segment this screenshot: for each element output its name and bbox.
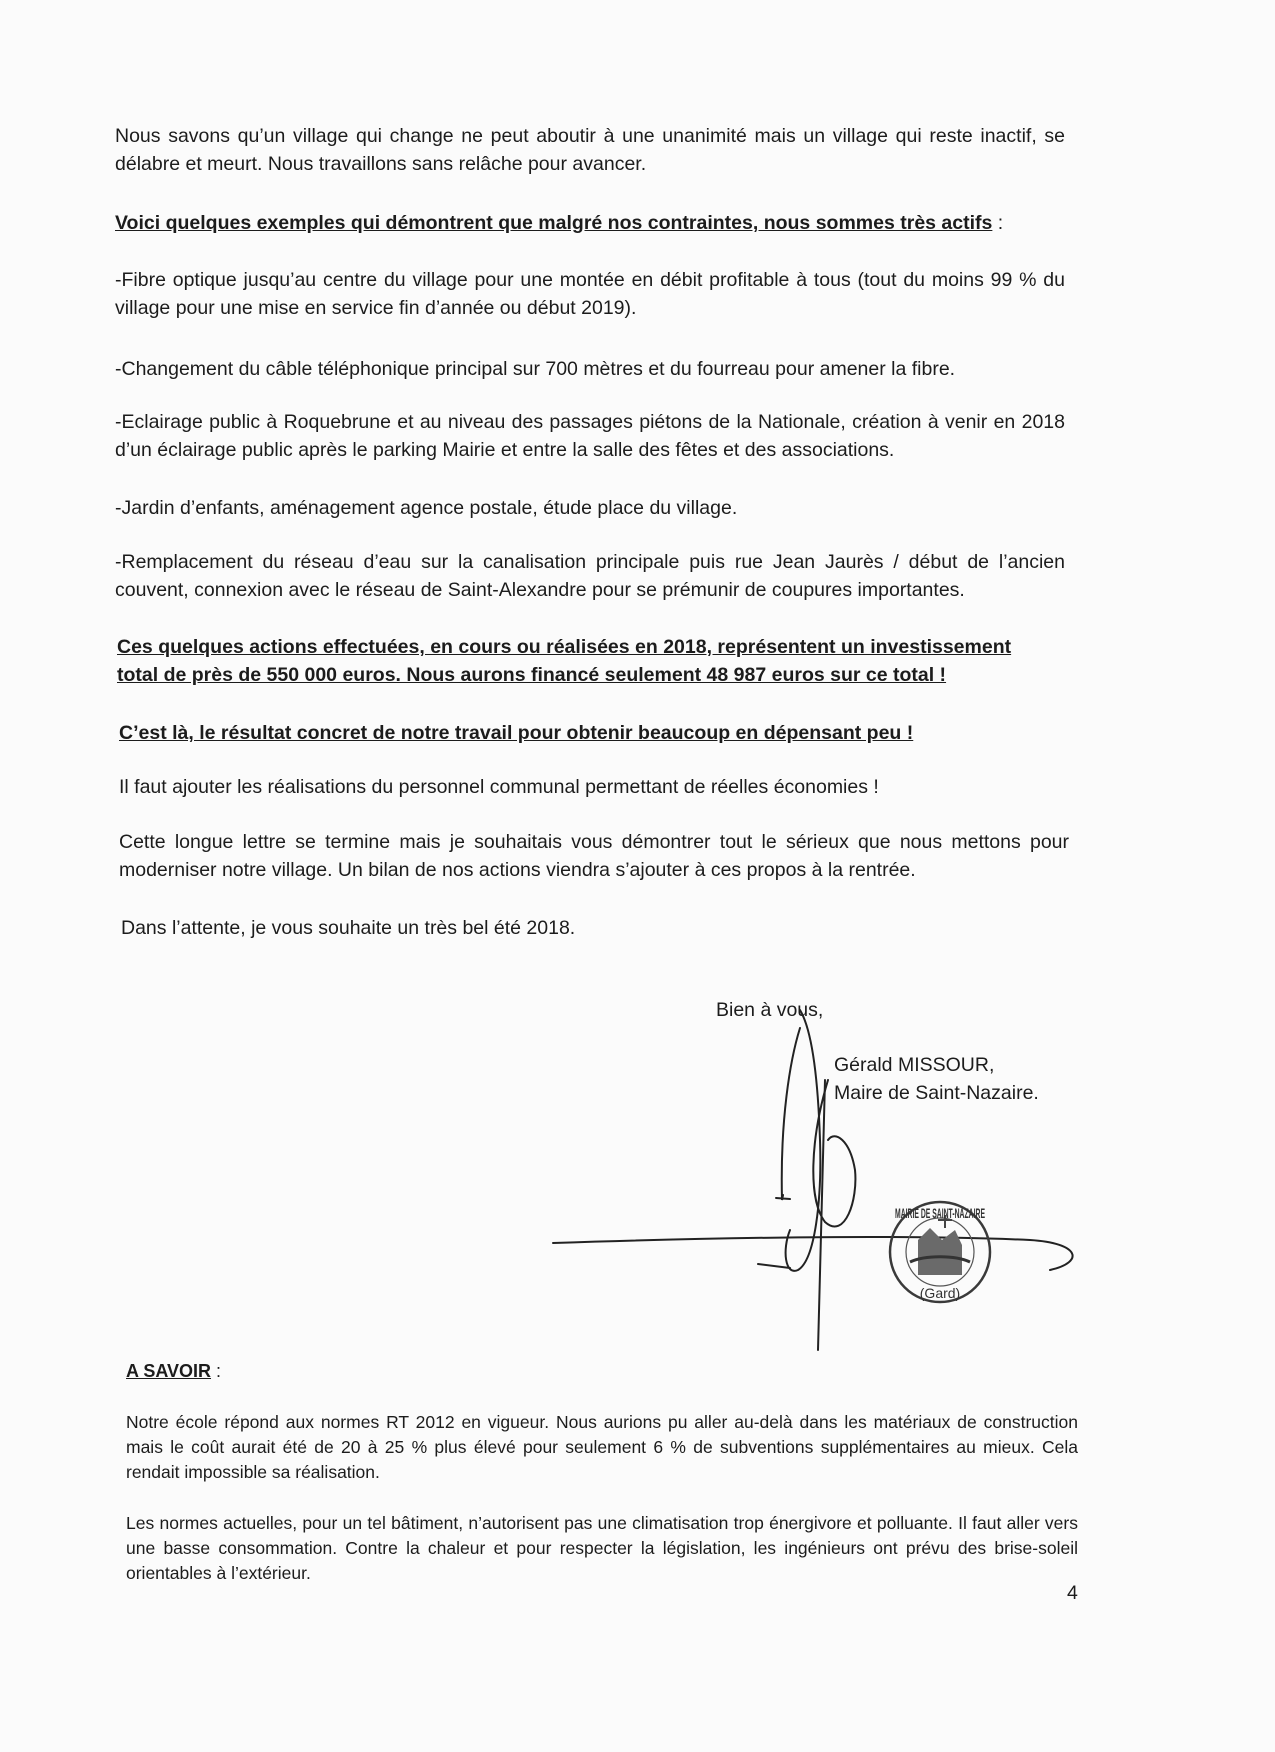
list-item: -Fibre optique jusqu’au centre du village pour une montée en débit profitable à tous (tout du moins 99 % du village pour une mise en service fin d’année ou début 2019). xyxy=(115,269,1065,319)
list-item: -Eclairage public à Roquebrune et au niveau des passages piétons de la Nationale, création à venir en 2018 d’un éclairage public après le parking Mairie et entre la salle des fêtes et des associations. xyxy=(115,411,1065,461)
note-heading-colon: : xyxy=(211,1361,222,1381)
wishes-paragraph: Dans l’attente, je vous souhaite un très bel été 2018. xyxy=(121,917,576,939)
staff-paragraph: Il faut ajouter les réalisations du personnel communal permettant de réelles économies ! xyxy=(119,776,879,798)
list-item: -Changement du câble téléphonique principal sur 700 mètres et du fourreau pour amener la fibre. xyxy=(115,358,956,380)
list-item: -Remplacement du réseau d’eau sur la canalisation principale puis rue Jean Jaurès / début de l’ancien couvent, connexion avec le réseau de Saint-Alexandre pour se prémunir de coupures importantes. xyxy=(115,551,1065,601)
examples-heading-text: Voici quelques exemples qui démontrent que malgré nos contraintes, nous sommes très actifs xyxy=(115,212,993,234)
note-heading xyxy=(126,1357,221,1385)
town-hall-stamp xyxy=(890,1202,990,1302)
investment-line-1: Ces quelques actions effectuées, en cours ou réalisées en 2018, représentent un investissement xyxy=(117,636,1012,658)
signatory-name: Gérald MISSOUR, xyxy=(834,1054,995,1076)
page-number: 4 xyxy=(1067,1582,1078,1604)
stamp-top-text: MAIRIE DE SAINT-NAZAIRE xyxy=(895,1205,985,1221)
signatory-title: Maire de Saint-Nazaire. xyxy=(834,1082,1039,1104)
intro-paragraph: Nous savons qu’un village qui change ne peut aboutir à une unanimité mais un village qui reste inactif, se délabre et meurt. Nous travaillons sans relâche pour avancer. xyxy=(115,125,1065,175)
result-statement: C’est là, le résultat concret de notre travail pour obtenir beaucoup en dépensant peu ! xyxy=(119,722,914,744)
note-paragraph-2: Les normes actuelles, pour un tel bâtiment, n’autorisent pas une climatisation trop énergivore et polluante. Il faut aller vers une basse consommation. Contre la chaleur et pour respecter la législation, les ingénieurs ont prévu des brise-soleil orientables à l’extérieur. xyxy=(126,1513,1078,1583)
closing-paragraph: Cette longue lettre se termine mais je souhaitais vous démontrer tout le sérieux que nous mettons pour moderniser notre village. Un bilan de nos actions viendra s’ajouter à ces propos à la rentrée. xyxy=(119,831,1069,881)
examples-heading-colon: : xyxy=(992,212,1004,234)
note-paragraph-1: Notre école répond aux normes RT 2012 en vigueur. Nous aurions pu aller au-delà dans les matériaux de construction mais le coût aurait été de 20 à 25 % plus élevé pour seulement 6 % de subventions supplémentaires au mieux. Cela rendait impossible sa réalisation. xyxy=(126,1412,1078,1482)
stamp-bottom-text: (Gard) xyxy=(919,1285,961,1301)
salutation: Bien à vous, xyxy=(716,999,824,1021)
list-item: -Jardin d’enfants, aménagement agence postale, étude place du village. xyxy=(115,497,738,519)
note-heading-text: A SAVOIR xyxy=(126,1361,212,1381)
investment-line-2: total de près de 550 000 euros. Nous aurons financé seulement 48 987 euros sur ce total ! xyxy=(117,664,947,686)
